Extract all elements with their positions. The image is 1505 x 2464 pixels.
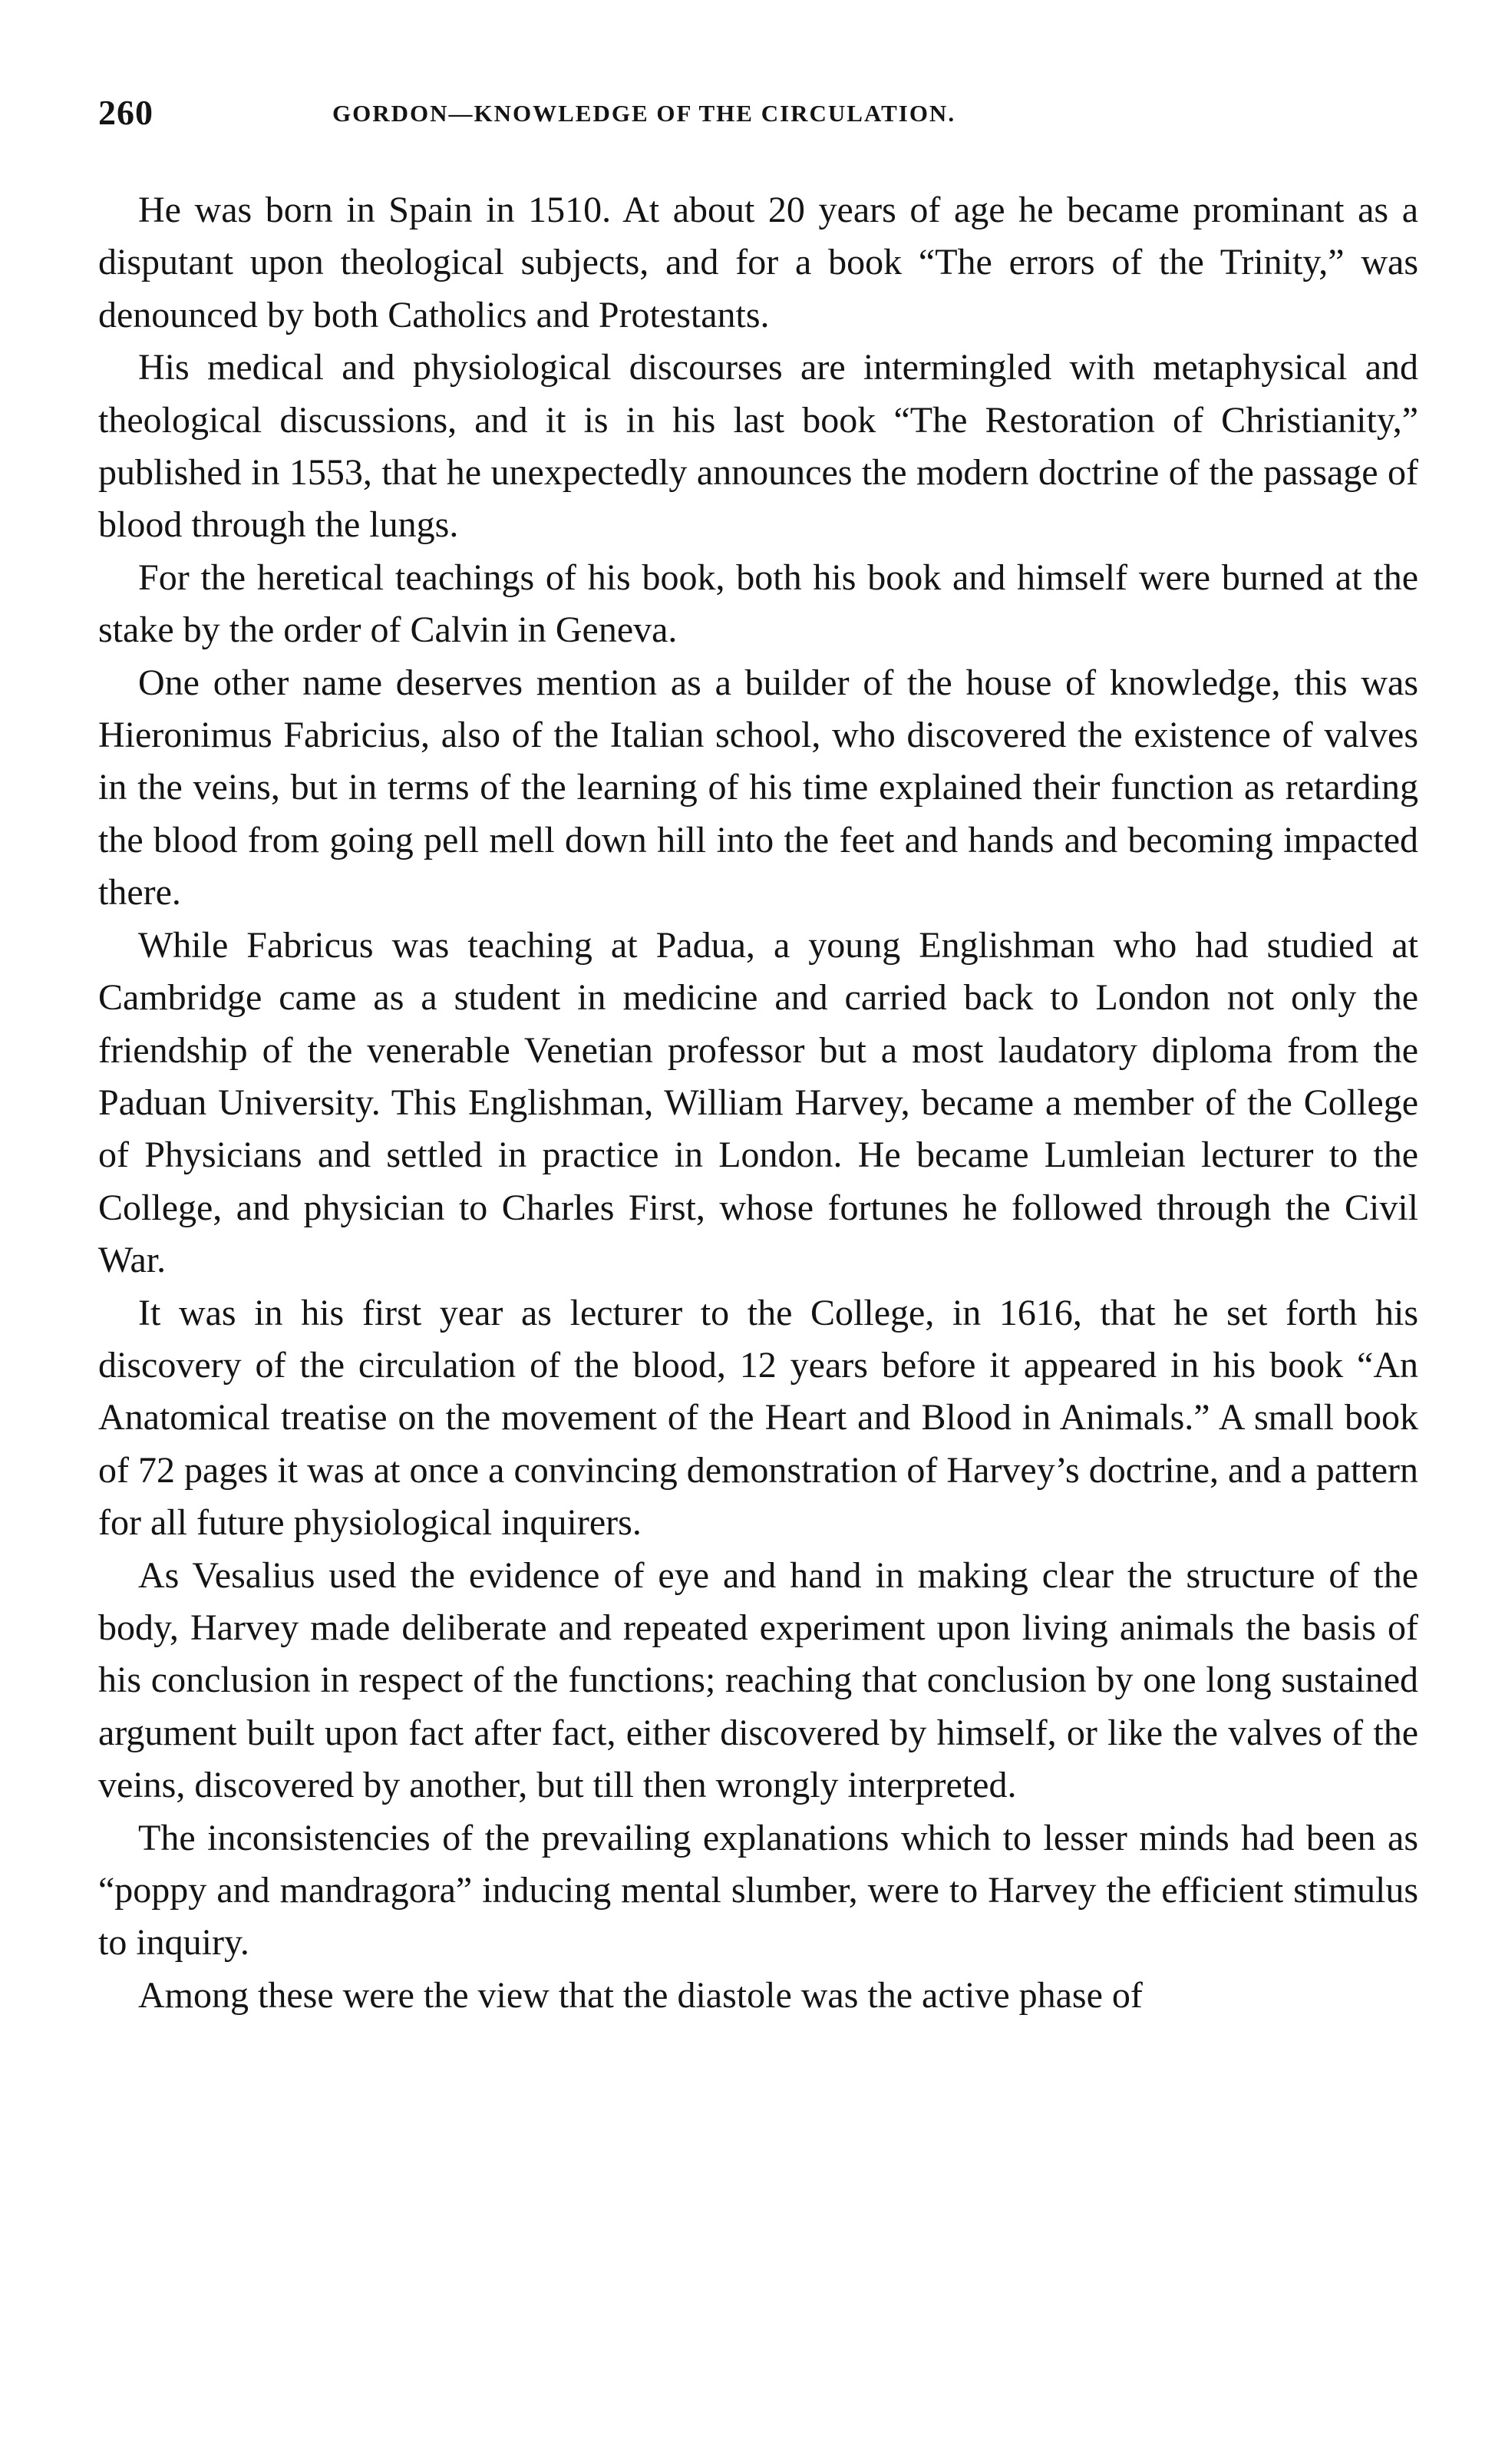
book-page [98, 92, 1418, 2022]
paragraph: The inconsistencies of the prevailing explanations which to lesser minds had been as “poppy and mandragora” inducing mental slumber, were to Harvey the efficient stimulus to inquiry. [98, 1817, 1418, 1964]
paragraph: Among these were the view that the diastole was the active phase of [138, 1974, 1143, 2016]
paragraph: His medical and physiological discourses are intermingled with metaphysical and theological discussions, and it is in his last book “The Restoration of Christianity,” published in 1553, that he unexpectedly announces the modern doctrine of the passage of blood through the lungs. [98, 347, 1418, 546]
paragraph: While Fabricus was teaching at Padua, a young Englishman who had studied at Cambridge came as a student in medicine and carried back to London not only the friendship of the venerable Venetian professor but a most laudatory diploma from the Paduan University. This Englishman, William Harvey, became a member of the College of Physicians and settled in practice in London. He became Lumleian lecturer to the College, and physician to Charles First, whose fortunes he followed through the Civil War. [98, 924, 1418, 1281]
paragraph: One other name deserves mention as a builder of the house of knowledge, this was Hieronimus Fabricius, also of the Italian school, who discovered the existence of valves in the veins, but in terms of the learning of his time explained their function as retarding the blood from going pell mell down hill into the feet and hands and becoming impacted there. [98, 662, 1418, 913]
page-number: 260 [98, 93, 153, 132]
body-text [98, 184, 1418, 2022]
paragraph: It was in his first year as lecturer to the College, in 1616, that he set forth his discovery of the circulation of the blood, 12 years before it appeared in his book “An Anatomical treatise on the movement of the Heart and Blood in Animals.” A small book of 72 pages it was at once a convincing demonstration of Harvey’s doctrine, and a pattern for all future physiological inquirers. [98, 1292, 1418, 1544]
paragraph: For the heretical teachings of his book, both his book and himself were burned at the stake by the order of Calvin in Geneva. [98, 557, 1418, 651]
running-title: GORDON—KNOWLEDGE OF THE CIRCULATION. [332, 100, 956, 127]
paragraph: He was born in Spain in 1510. At about 20 years of age he became prominant as a disputant upon theological subjects, and for a book “The errors of the Trinity,” was denounced by both Catholics and Protestants. [98, 190, 1418, 335]
page-header [98, 92, 1418, 161]
paragraph: As Vesalius used the evidence of eye and hand in making clear the structure of the body, Harvey made deliberate and repeated experiment upon living animals the basis of his conclusion in respect of the functions; reaching that conclusion by one long sustained argument built upon fact after fact, either discovered by himself, or like the valves of the veins, discovered by another, but till then wrongly interpreted. [98, 1554, 1418, 1806]
